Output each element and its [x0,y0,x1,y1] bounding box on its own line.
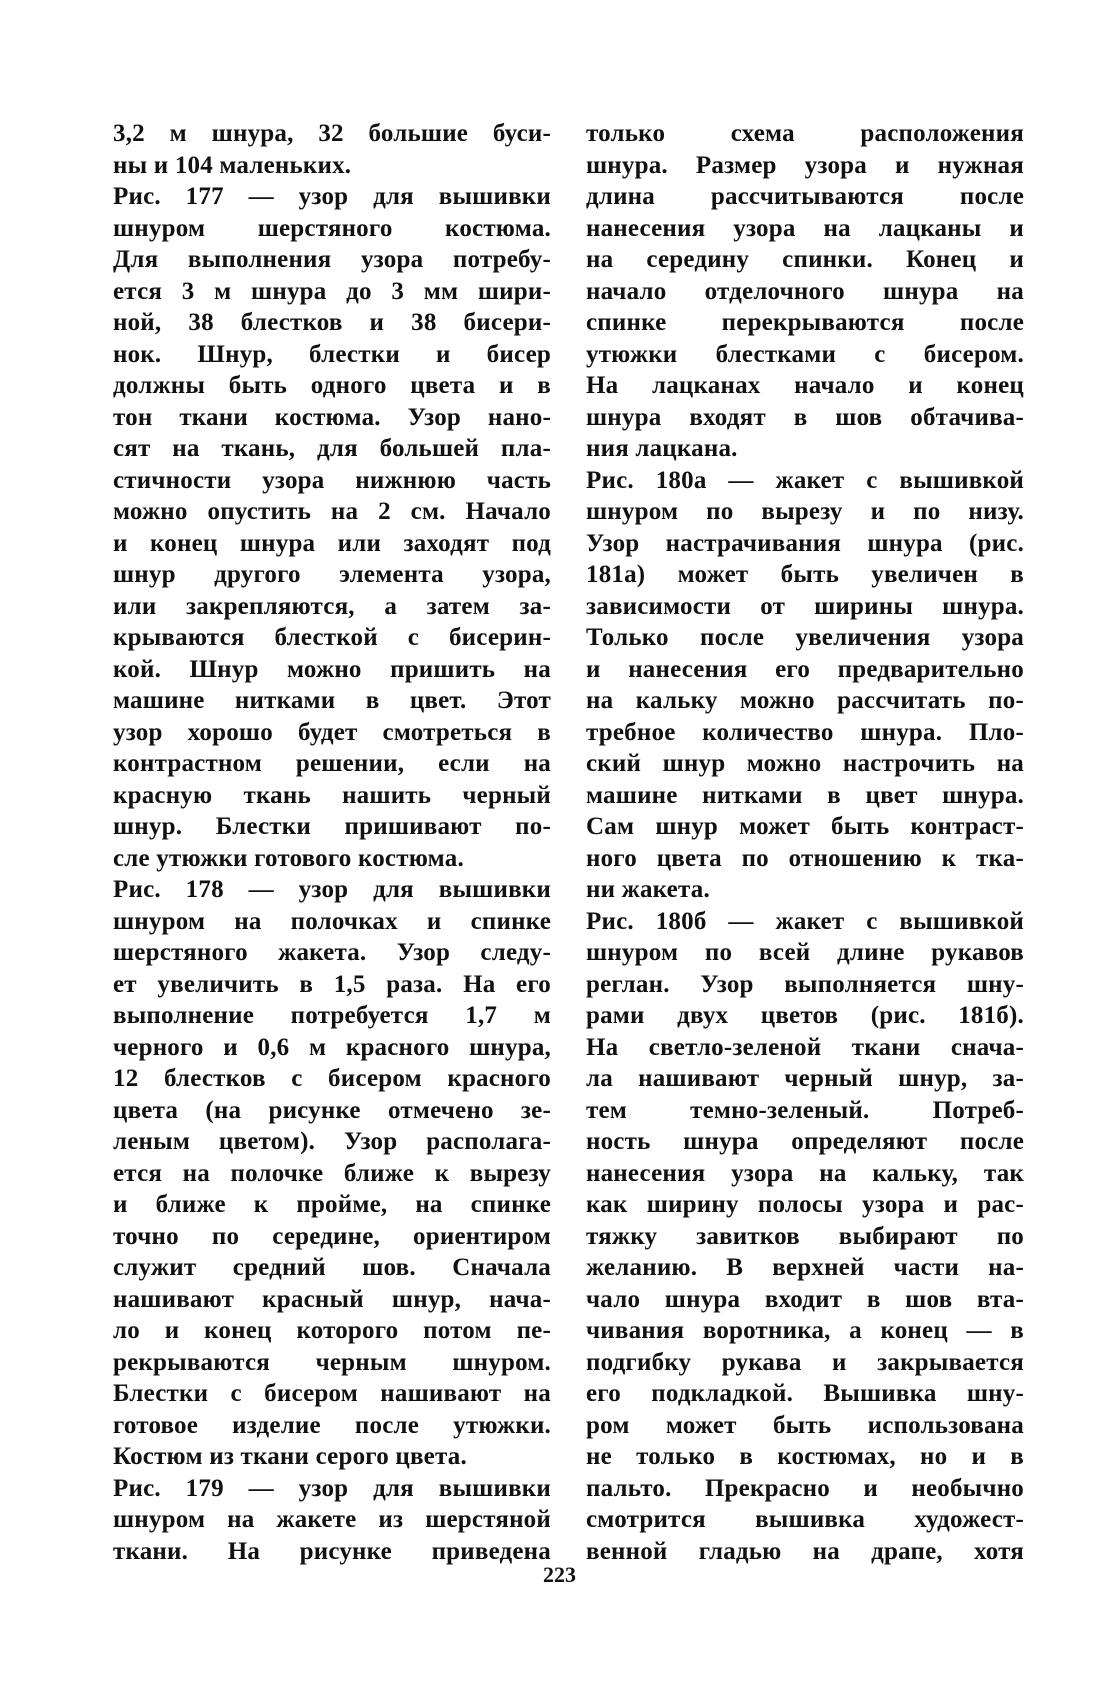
text-line: ский шнур можно настрочить на [586,750,1024,777]
text-line: служит средний шов. Сначала [113,1254,551,1281]
text-line: Рис. 179 — узор для вышивки [113,1474,551,1502]
text-line: тем темно-зеленый. Потреб- [586,1096,1024,1124]
text-line: пальто. Прекрасно и необычно [586,1474,1024,1502]
text-line: шнур другого элемента узора, [113,561,551,588]
text-line: 12 блестков с бисером красного [113,1065,551,1092]
text-line: длина рассчитываются после [586,183,1024,210]
text-line: рами двух цветов (рис. 181б). [586,1002,1024,1029]
text-line: ром может быть использована [586,1411,1024,1439]
text-line: как ширину полосы узора и рас- [586,1191,1024,1218]
text-line: на кальку можно рассчитать по- [586,687,1024,714]
text-line: ло и конец которого потом пе- [113,1317,551,1344]
text-line: Сам шнур может быть контраст- [586,813,1024,840]
text-line: только схема расположения [586,120,1024,147]
text-line: крываются блесткой с бисерин- [113,624,551,651]
text-column-right [586,118,1024,1567]
text-line: начало отделочного шнура на [586,277,1024,305]
text-line: ет увеличить в 1,5 раза. На его [113,970,551,998]
text-line: леным цветом). Узор располага- [113,1128,551,1155]
text-line: 181а) может быть увеличен в [586,561,1024,588]
text-line: ется на полочке ближе к вырезу [113,1159,551,1187]
text-line: рекрываются черным шнуром. [113,1348,551,1376]
text-line: Блестки с бисером нашивают на [113,1380,551,1407]
text-line: спинке перекрываются после [586,309,1024,336]
text-line: или закрепляются, а затем за- [113,592,551,620]
text-line: ется 3 м шнура до 3 мм шири- [113,277,551,305]
text-line: чало шнура входит в шов вта- [586,1285,1024,1313]
text-line: Костюм из ткани серого цвета. [113,1443,467,1470]
page-number: 223 [543,1562,576,1587]
text-line: контрастном решении, если на [113,750,551,777]
text-line: ны и 104 маленьких. [113,151,352,179]
text-line: На светло-зеленой ткани снача- [586,1033,1024,1061]
text-line: шнура. Размер узора и нужная [586,151,1024,179]
text-line: Только после увеличения узора [586,624,1024,651]
text-line: на середину спинки. Конец и [586,246,1024,273]
text-line: узор хорошо будет смотреться в [113,718,551,746]
text-line: сле утюжки готового костюма. [113,844,464,872]
text-line: шнур. Блестки пришивают по- [113,813,551,840]
text-line: точно по середине, ориентиром [113,1222,551,1250]
text-line: нанесения узора на кальку, так [586,1159,1024,1187]
text-line: подгибку рукава и закрывается [586,1348,1024,1376]
text-line: Для выполнения узора потребу- [113,246,551,273]
text-line: нок. Шнур, блестки и бисер [113,340,551,368]
text-line: зависимости от ширины шнура. [586,592,1024,620]
text-line: ность шнура определяют после [586,1128,1024,1155]
text-line: кой. Шнур можно пришить на [113,655,551,683]
text-line: ния лацкана. [586,435,738,462]
text-line: и нанесения его предварительно [586,655,1024,683]
text-line: нашивают красный шнур, нача- [113,1285,551,1313]
text-line: ного цвета по отношению к тка- [586,844,1024,872]
text-line: готовое изделие после утюжки. [113,1411,551,1439]
text-line: Рис. 180а — жакет с вышивкой [586,466,1024,494]
text-line: венной гладью на драпе, хотя [586,1537,1024,1565]
text-line: и конец шнура или заходят под [113,529,551,557]
text-line: выполнение потребуется 1,7 м [113,1002,551,1029]
text-line: шнура входят в шов обтачива- [586,403,1024,431]
text-line: Рис. 177 — узор для вышивки [113,183,551,210]
text-line: На лацканах начало и конец [586,372,1024,399]
text-line: его подкладкой. Вышивка шну- [586,1380,1024,1407]
text-line: и ближе к пройме, на спинке [113,1191,551,1218]
text-line: нанесения узора на лацканы и [586,214,1024,242]
text-line: можно опустить на 2 см. Начало [113,498,551,525]
text-line: ла нашивают черный шнур, за- [586,1065,1024,1092]
text-line: машине нитками в цвет шнура. [586,781,1024,809]
text-line: шнуром по вырезу и по низу. [586,498,1024,525]
text-line: шнуром шерстяного костюма. [113,214,551,242]
text-line: должны быть одного цвета и в [113,372,551,399]
text-line: тяжку завитков выбирают по [586,1222,1024,1250]
text-line: Рис. 178 — узор для вышивки [113,876,551,903]
text-line: Узор настрачивания шнура (рис. [586,529,1024,557]
text-line: стичности узора нижнюю часть [113,466,551,494]
text-line: ткани. На рисунке приведена [113,1537,551,1565]
text-column-left [113,118,551,1567]
text-line: красную ткань нашить черный [113,781,551,809]
text-line: черного и 0,6 м красного шнура, [113,1033,551,1061]
text-line: реглан. Узор выполняется шну- [586,970,1024,998]
text-line: сят на ткань, для большей пла- [113,435,551,462]
text-line: 3,2 м шнура, 32 большие буси- [113,120,551,147]
text-line: шерстяного жакета. Узор следу- [113,939,551,966]
text-line: шнуром на полочках и спинке [113,907,551,935]
text-line: Рис. 180б — жакет с вышивкой [586,907,1024,935]
text-line: машине нитками в цвет. Этот [113,687,551,714]
text-line: требное количество шнура. Пло- [586,718,1024,746]
text-line: утюжки блестками с бисером. [586,340,1024,368]
text-line: ной, 38 блестков и 38 бисери- [113,309,551,336]
text-line: цвета (на рисунке отмечено зе- [113,1096,551,1124]
text-line: ни жакета. [586,876,710,903]
text-line: смотрится вышивка художест- [586,1506,1024,1533]
text-line: шнуром по всей длине рукавов [586,939,1024,966]
text-line: тон ткани костюма. Узор нано- [113,403,551,431]
text-line: шнуром на жакете из шерстяной [113,1506,551,1533]
text-line: желанию. В верхней части на- [586,1254,1024,1281]
text-line: не только в костюмах, но и в [586,1443,1024,1470]
text-line: чивания воротника, а конец — в [586,1317,1024,1344]
